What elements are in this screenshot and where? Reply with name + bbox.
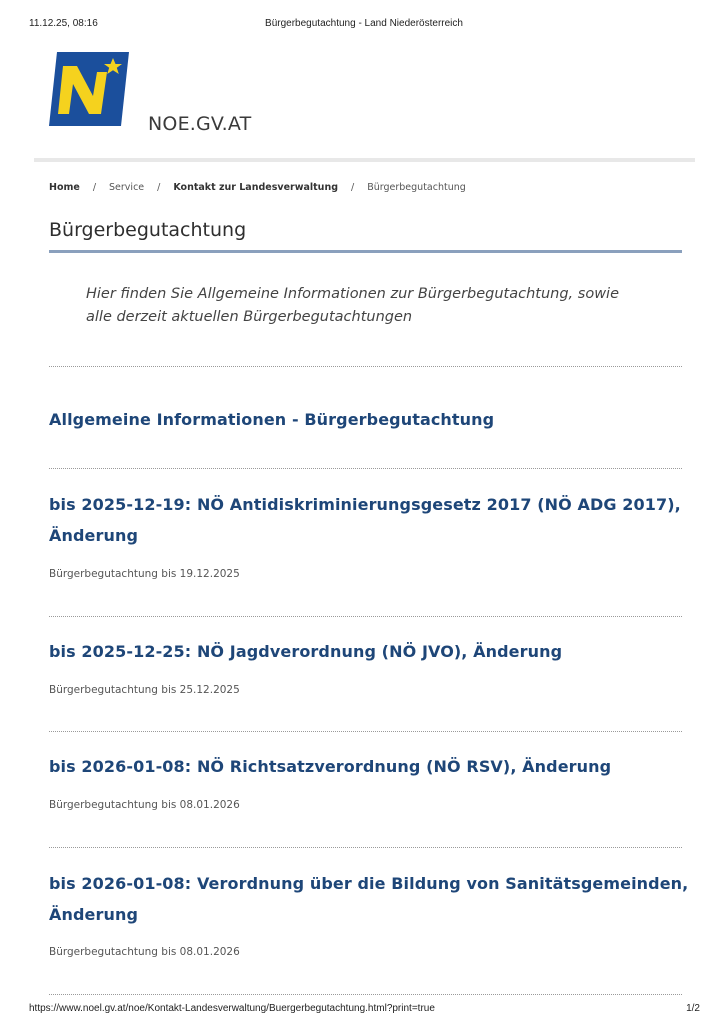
noe-logo-svg	[49, 52, 129, 126]
breadcrumb-current: Bürgerbegutachtung	[367, 182, 466, 193]
breadcrumb-separator: /	[92, 182, 97, 193]
breadcrumb-service[interactable]: Service	[109, 182, 145, 193]
header-divider	[34, 158, 695, 162]
section-divider	[49, 616, 682, 617]
print-page-title: Bürgerbegutachtung - Land Niederösterreich	[265, 18, 463, 29]
entry-deadline: Bürgerbegutachtung bis 08.01.2026	[49, 799, 240, 811]
entry-deadline: Bürgerbegutachtung bis 08.01.2026	[49, 946, 240, 958]
title-underline	[49, 250, 682, 253]
entry-deadline: Bürgerbegutachtung bis 19.12.2025	[49, 568, 240, 580]
entry-title-link[interactable]: bis 2025-12-25: NÖ Jagdverordnung (NÖ JVO), Änderung	[49, 642, 563, 661]
intro-text: Hier finden Sie Allgemeine Informationen zur Bürgerbegutachtung, sowie alle derzeit aktuellen Bürgerbegutachtungen	[86, 286, 620, 325]
print-url: https://www.noel.gv.at/noe/Kontakt-Landesverwaltung/Buergerbegutachtung.html?print=true	[29, 1003, 435, 1014]
noe-logo-icon[interactable]	[49, 52, 129, 126]
breadcrumb-separator: /	[351, 182, 355, 193]
entry-title-link[interactable]: bis 2026-01-08: NÖ Richtsatzverordnung (NÖ RSV), Änderung	[49, 757, 612, 776]
print-datetime: 11.12.25, 08:16	[29, 18, 98, 29]
breadcrumb-kontakt[interactable]: Kontakt zur Landesverwaltung	[173, 182, 339, 193]
section-divider	[49, 468, 682, 469]
section-divider	[49, 731, 682, 732]
page-title: Bürgerbegutachtung	[49, 219, 247, 241]
entry-title-link[interactable]: bis 2026-01-08: Verordnung über die Bildung von Sanitätsgemeinden, Änderung	[49, 874, 689, 924]
breadcrumb-home[interactable]: Home	[49, 182, 80, 193]
print-page-number: 1/2	[686, 1003, 700, 1014]
entry-title-link[interactable]: bis 2025-12-19: NÖ Antidiskriminierungsgesetz 2017 (NÖ ADG 2017), Änderung	[49, 495, 681, 545]
print-header	[0, 18, 728, 32]
section-divider	[49, 847, 682, 848]
site-name[interactable]: NOE.GV.AT	[148, 113, 252, 135]
breadcrumb-separator: /	[157, 182, 161, 193]
entry-deadline: Bürgerbegutachtung bis 25.12.2025	[49, 684, 240, 696]
general-info-link[interactable]: Allgemeine Informationen - Bürgerbegutachtung	[49, 410, 495, 429]
section-divider	[49, 994, 682, 995]
section-divider	[49, 366, 682, 367]
breadcrumb	[49, 182, 466, 193]
